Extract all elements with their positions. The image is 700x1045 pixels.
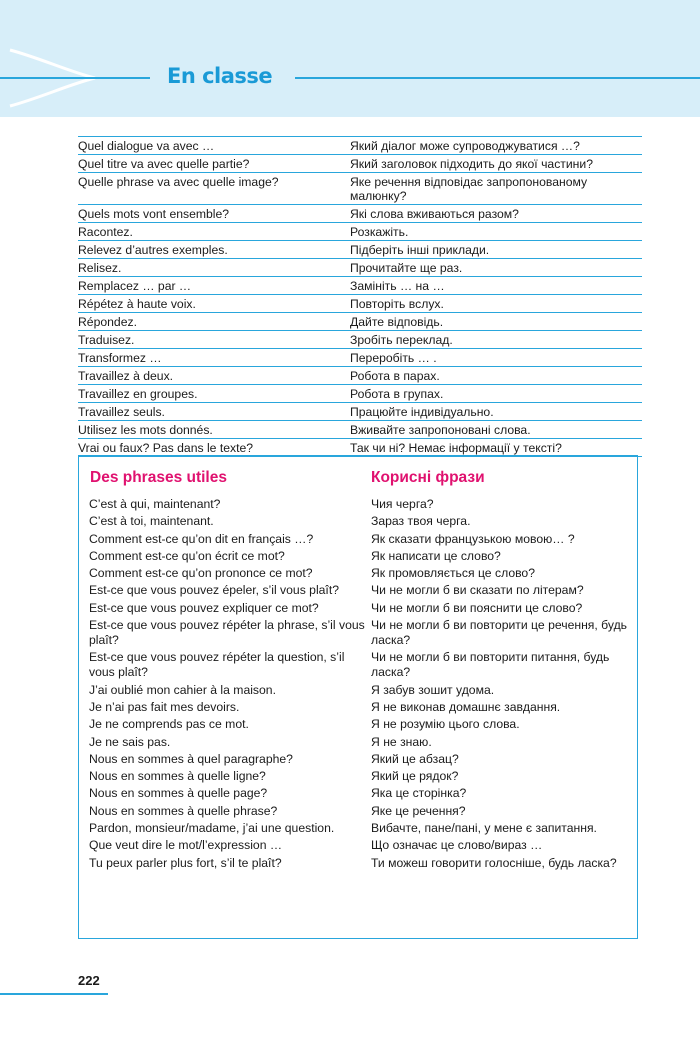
vocabulary-fr: Racontez. [78,225,133,239]
vocabulary-uk: Робота в парах. [350,369,440,383]
phrase-uk: Як написати це слово? [371,548,501,563]
vocabulary-uk: Повторіть вслух. [350,297,444,311]
phrase-row [89,549,634,564]
phrase-row [89,700,634,715]
phrase-fr: Je ne comprends pas ce mot. [89,717,249,732]
vocabulary-fr: Travaillez seuls. [78,405,165,419]
phrase-uk: Я не знаю. [371,734,432,749]
phrase-row [89,717,634,732]
vocabulary-row [78,172,642,204]
phrase-row [89,650,634,680]
vocabulary-uk: Прочитайте ще раз. [350,261,463,275]
phrase-fr: Pardon, monsieur/madame, j’ai une question. [89,821,335,836]
phrase-uk: Чи не могли б ви повторити це речення, будь ласка? [371,618,628,648]
phrase-fr: Nous en sommes à quelle phrase? [89,803,278,818]
phrase-fr: Nous en sommes à quel paragraphe? [89,751,293,766]
useful-phrases-title-fr: Des phrases utiles [90,469,227,486]
vocabulary-uk: Який діалог може супроводжуватися …? [350,139,580,153]
phrase-uk: Чия черга? [371,497,434,511]
phrase-row [89,566,634,581]
header-wave-decoration [0,0,700,117]
useful-phrases-title-uk: Корисні фрази [371,469,485,486]
phrase-fr: Je ne sais pas. [89,734,171,749]
vocabulary-fr: Quelle phrase va avec quelle image? [78,175,279,189]
footer-line [0,993,108,995]
phrase-uk: Чи не могли б ви повторити питання, будь ласка? [371,650,610,680]
phrase-uk: Ти можеш говорити голосніше, будь ласка? [371,855,617,870]
phrase-row [89,821,634,836]
vocabulary-row [78,154,642,172]
phrase-row [89,583,634,598]
vocabulary-row [78,240,642,258]
phrase-fr: Je n’ai pas fait mes devoirs. [89,699,240,714]
vocabulary-row [78,312,642,330]
phrase-fr: Est-ce que vous pouvez expliquer ce mot? [89,600,319,615]
vocabulary-fr: Quel dialogue va avec … [78,139,215,153]
phrase-row [89,856,634,871]
phrase-row [89,786,634,801]
phrase-row [89,735,634,750]
vocabulary-fr: Répétez à haute voix. [78,297,196,311]
phrase-uk: Яка це сторінка? [371,786,467,801]
phrase-fr: C’est à qui, maintenant? [89,497,221,511]
phrase-fr: Tu peux parler plus fort, s’il te plaît? [89,855,282,870]
phrase-fr: Est-ce que vous pouvez répéter la question, s’il vous plaît? [89,650,345,680]
phrase-row [89,497,634,512]
phrase-fr: Est-ce que vous pouvez épeler, s’il vous plaît? [89,583,339,598]
vocabulary-uk: Яке речення відповідає запропонованому малюнку? [350,175,588,203]
phrase-row [89,683,634,698]
vocabulary-fr: Relisez. [78,261,122,275]
phrase-uk: Вибачте, пане/пані, у мене є запитання. [371,821,597,836]
phrase-uk: Я забув зошит удома. [371,682,495,697]
vocabulary-row [78,420,642,438]
vocabulary-row [78,258,642,276]
vocabulary-row [78,348,642,366]
section-title: En classe [167,64,273,88]
phrase-fr: Nous en sommes à quelle page? [89,786,268,801]
vocabulary-fr: Traduisez. [78,333,135,347]
vocabulary-fr: Utilisez les mots donnés. [78,423,213,437]
vocabulary-fr: Remplacez … par … [78,279,192,293]
vocabulary-row [78,294,642,312]
vocabulary-fr: Vrai ou faux? Pas dans le texte? [78,441,254,455]
vocabulary-uk: Дайте відповідь. [350,315,444,329]
vocabulary-uk: Зробіть переклад. [350,333,453,347]
phrase-row [89,601,634,616]
vocabulary-fr: Travaillez à deux. [78,369,174,383]
useful-phrases-box [78,455,638,939]
phrase-row [89,618,634,648]
vocabulary-table [78,136,642,457]
vocabulary-row [78,366,642,384]
phrase-fr: C’est à toi, maintenant. [89,514,214,529]
phrase-uk: Який це рядок? [371,769,459,784]
phrase-row [89,838,634,853]
phrase-uk: Зараз твоя черга. [371,514,471,529]
phrase-fr: Est-ce que vous pouvez répéter la phrase, s’il vous plaît? [89,618,365,648]
vocabulary-fr: Transformez … [78,351,162,365]
vocabulary-fr: Travaillez en groupes. [78,387,198,401]
phrase-row [89,532,634,547]
useful-phrases-list [89,497,634,873]
vocabulary-fr: Quel titre va avec quelle partie? [78,157,250,171]
page-number: 222 [78,973,100,988]
phrase-fr: J’ai oublié mon cahier à la maison. [89,682,276,697]
vocabulary-row [78,136,642,154]
phrase-row [89,514,634,529]
vocabulary-uk: Переробіть … . [350,351,437,365]
phrase-uk: Чи не могли б ви пояснити це слово? [371,600,583,615]
phrase-uk: Який це абзац? [371,751,459,766]
vocabulary-uk: Які слова вживаються разом? [350,207,519,221]
vocabulary-uk: Розкажіть. [350,225,409,239]
phrase-uk: Що означає це слово/вираз … [371,838,543,853]
vocabulary-uk: Працюйте індивідуально. [350,405,494,419]
vocabulary-row [78,330,642,348]
vocabulary-row [78,402,642,420]
vocabulary-fr: Relevez d’autres exemples. [78,243,228,257]
phrase-uk: Яке це речення? [371,803,466,818]
phrase-uk: Чи не могли б ви сказати по літерам? [371,583,584,598]
vocabulary-row [78,222,642,240]
phrase-uk: Я не виконав домашнє завдання. [371,699,561,714]
vocabulary-uk: Так чи ні? Немає інформації у тексті? [350,441,562,455]
phrase-fr: Que veut dire le mot/l’expression … [89,838,283,853]
vocabulary-fr: Répondez. [78,315,137,329]
phrase-uk: Я не розумію цього слова. [371,717,520,732]
phrase-row [89,804,634,819]
vocabulary-uk: Замініть … на … [350,279,445,293]
phrase-row [89,752,634,767]
vocabulary-row [78,204,642,222]
phrase-fr: Nous en sommes à quelle ligne? [89,769,266,784]
phrase-uk: Як промовляється це слово? [371,566,535,581]
vocabulary-uk: Підберіть інші приклади. [350,243,490,257]
vocabulary-row [78,276,642,294]
phrase-fr: Comment est-ce qu’on écrit ce mot? [89,548,285,563]
phrase-uk: Як сказати французькою мовою… ? [371,531,575,546]
vocabulary-fr: Quels mots vont ensemble? [78,207,230,221]
phrase-row [89,769,634,784]
vocabulary-row [78,384,642,402]
phrase-fr: Comment est-ce qu’on dit en français …? [89,531,314,546]
vocabulary-uk: Вживайте запропоновані слова. [350,423,531,437]
vocabulary-uk: Робота в групах. [350,387,444,401]
vocabulary-uk: Який заголовок підходить до якої частини? [350,157,593,171]
phrase-fr: Comment est-ce qu’on prononce ce mot? [89,566,313,581]
